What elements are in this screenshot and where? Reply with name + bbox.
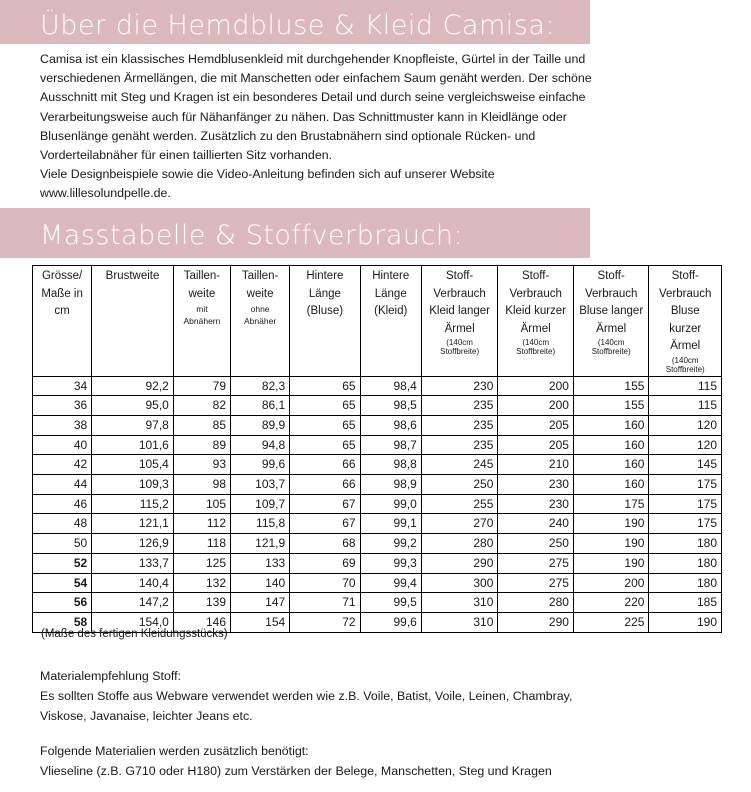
section-banner-about [0, 0, 590, 44]
value-cell: 99,4 [360, 573, 421, 593]
value-cell: 190 [573, 514, 649, 534]
value-cell: 180 [649, 534, 722, 554]
value-cell: 235 [421, 396, 498, 416]
value-cell: 147,2 [92, 593, 174, 613]
value-cell: 99,6 [360, 612, 421, 632]
value-cell: 109,3 [92, 475, 174, 495]
value-cell: 154,0 [92, 612, 174, 632]
col-header-back-length-dress: Hintere Länge (Kleid) [360, 266, 421, 377]
value-cell: 115,8 [231, 514, 290, 534]
col-header-fabric-dress-long: Stoff- Verbrauch Kleid langer Ärmel (140cm Stoffbreite) [421, 266, 498, 377]
value-cell: 245 [421, 455, 498, 475]
value-cell: 121,9 [231, 534, 290, 554]
value-cell: 175 [649, 475, 722, 495]
value-cell: 139 [173, 593, 230, 613]
size-cell: 46 [33, 494, 92, 514]
col-header-fabric-blouse-long: Stoff- Verbrauch Bluse langer Ärmel (140cm Stoffbreite) [573, 266, 649, 377]
table-header-row [33, 266, 722, 377]
col-header-fabric-dress-short: Stoff- Verbrauch Kleid kurzer Ärmel (140cm Stoffbreite) [498, 266, 574, 377]
value-cell: 240 [498, 514, 574, 534]
value-cell: 105 [173, 494, 230, 514]
table-row [33, 435, 722, 455]
intro-line: Verarbeitungsweise auch für Nähanfänger zu nähen. Das Schnittmuster kann in Kleidlänge oder [40, 109, 567, 124]
intro-line: Vorderteilabnäher für einen taillierten Sitz vorhanden. [40, 148, 333, 163]
value-cell: 103,7 [231, 475, 290, 495]
value-cell: 310 [421, 612, 498, 632]
value-cell: 66 [290, 455, 360, 475]
value-cell: 89 [173, 435, 230, 455]
col-header-fabric-blouse-short: Stoff- Verbrauch Bluse kurzer Ärmel (140cm Stoffbreite) [649, 266, 722, 377]
value-cell: 67 [290, 494, 360, 514]
value-cell: 250 [498, 534, 574, 554]
value-cell: 99,0 [360, 494, 421, 514]
table-footnote: (Maße des fertigen Kleidungsstücks) [41, 628, 228, 640]
value-cell: 82,3 [231, 376, 290, 396]
value-cell: 275 [498, 553, 574, 573]
material-heading: Materialempfehlung Stoff: [40, 669, 181, 683]
value-cell: 133,7 [92, 553, 174, 573]
value-cell: 112 [173, 514, 230, 534]
value-cell: 275 [498, 573, 574, 593]
table-row [33, 514, 722, 534]
value-cell: 65 [290, 435, 360, 455]
value-cell: 89,9 [231, 415, 290, 435]
value-cell: 200 [573, 573, 649, 593]
value-cell: 70 [290, 573, 360, 593]
value-cell: 65 [290, 396, 360, 416]
value-cell: 185 [649, 593, 722, 613]
value-cell: 115 [649, 396, 722, 416]
table-row [33, 376, 722, 396]
intro-line: Ausschnitt mit Steg und Kragen ist ein besonderes Detail und durch seine vergleichsweise einfache [40, 90, 586, 105]
value-cell: 65 [290, 415, 360, 435]
value-cell: 154 [231, 612, 290, 632]
value-cell: 235 [421, 415, 498, 435]
value-cell: 99,3 [360, 553, 421, 573]
value-cell: 250 [421, 475, 498, 495]
value-cell: 290 [421, 553, 498, 573]
value-cell: 160 [573, 455, 649, 475]
value-cell: 290 [498, 612, 574, 632]
table-row [33, 553, 722, 573]
material-text: Es sollten Stoffe aus Webware verwendet werden wie z.B. Voile, Batist, Voile, Leinen, Chambray, [40, 689, 573, 703]
value-cell: 300 [421, 573, 498, 593]
value-cell: 205 [498, 415, 574, 435]
size-cell: 54 [33, 573, 92, 593]
size-cell: 52 [33, 553, 92, 573]
size-table [32, 265, 722, 633]
value-cell: 66 [290, 475, 360, 495]
value-cell: 105,4 [92, 455, 174, 475]
value-cell: 86,1 [231, 396, 290, 416]
value-cell: 225 [573, 612, 649, 632]
value-cell: 160 [573, 415, 649, 435]
value-cell: 98,6 [360, 415, 421, 435]
value-cell: 190 [649, 612, 722, 632]
value-cell: 79 [173, 376, 230, 396]
value-cell: 133 [231, 553, 290, 573]
intro-line: Viele Designbeispiele sowie die Video-Anleitung befinden sich auf unserer Website [40, 167, 495, 182]
value-cell: 99,1 [360, 514, 421, 534]
value-cell: 145 [649, 455, 722, 475]
value-cell: 115 [649, 376, 722, 396]
value-cell: 200 [498, 376, 574, 396]
value-cell: 190 [573, 553, 649, 573]
value-cell: 82 [173, 396, 230, 416]
value-cell: 98 [173, 475, 230, 495]
size-cell: 36 [33, 396, 92, 416]
value-cell: 160 [573, 475, 649, 495]
size-cell: 42 [33, 455, 92, 475]
value-cell: 93 [173, 455, 230, 475]
value-cell: 69 [290, 553, 360, 573]
value-cell: 98,7 [360, 435, 421, 455]
intro-line: Blusenlänge genäht werden. Zusätzlich zu den Brustabnähern sind optionale Rücken- und [40, 128, 536, 143]
value-cell: 109,7 [231, 494, 290, 514]
value-cell: 99,6 [231, 455, 290, 475]
value-cell: 72 [290, 612, 360, 632]
value-cell: 155 [573, 376, 649, 396]
value-cell: 132 [173, 573, 230, 593]
value-cell: 125 [173, 553, 230, 573]
section-banner-size-table [0, 208, 590, 258]
value-cell: 255 [421, 494, 498, 514]
col-header-bust: Brustweite [92, 266, 174, 377]
value-cell: 67 [290, 514, 360, 534]
value-cell: 126,9 [92, 534, 174, 554]
supplies-text: Vlieseline (z.B. G710 oder H180) zum Verstärken der Belege, Manschetten, Steg und Kragen [40, 764, 552, 778]
value-cell: 230 [498, 494, 574, 514]
table-row [33, 593, 722, 613]
value-cell: 97,8 [92, 415, 174, 435]
value-cell: 120 [649, 415, 722, 435]
value-cell: 92,2 [92, 376, 174, 396]
table-row [33, 534, 722, 554]
value-cell: 180 [649, 573, 722, 593]
value-cell: 190 [573, 534, 649, 554]
intro-line: verschiedenen Ärmellängen, die mit Manschetten oder einfachem Saum genäht werden. Der schöne [40, 71, 592, 86]
section-title-size-table: Masstabelle & Stoffverbrauch: [40, 220, 464, 251]
value-cell: 68 [290, 534, 360, 554]
size-cell: 38 [33, 415, 92, 435]
value-cell: 270 [421, 514, 498, 534]
table-row [33, 475, 722, 495]
col-header-size: Grösse/ Maße in cm [33, 266, 92, 377]
value-cell: 71 [290, 593, 360, 613]
value-cell: 101,6 [92, 435, 174, 455]
value-cell: 98,9 [360, 475, 421, 495]
value-cell: 175 [649, 514, 722, 534]
col-header-back-length-blouse: Hintere Länge (Bluse) [290, 266, 360, 377]
value-cell: 220 [573, 593, 649, 613]
size-cell: 44 [33, 475, 92, 495]
value-cell: 120 [649, 435, 722, 455]
value-cell: 94,8 [231, 435, 290, 455]
material-text: Viskose, Javanaise, leichter Jeans etc. [40, 709, 253, 723]
value-cell: 235 [421, 435, 498, 455]
table-row [33, 573, 722, 593]
value-cell: 98,4 [360, 376, 421, 396]
table-row [33, 494, 722, 514]
value-cell: 175 [573, 494, 649, 514]
value-cell: 99,5 [360, 593, 421, 613]
value-cell: 121,1 [92, 514, 174, 534]
value-cell: 175 [649, 494, 722, 514]
value-cell: 98,8 [360, 455, 421, 475]
value-cell: 160 [573, 435, 649, 455]
value-cell: 210 [498, 455, 574, 475]
size-cell: 40 [33, 435, 92, 455]
value-cell: 180 [649, 553, 722, 573]
value-cell: 147 [231, 593, 290, 613]
value-cell: 140,4 [92, 573, 174, 593]
value-cell: 118 [173, 534, 230, 554]
value-cell: 200 [498, 396, 574, 416]
value-cell: 99,2 [360, 534, 421, 554]
value-cell: 65 [290, 376, 360, 396]
col-header-waist-without-darts: Taillen- weite ohne Abnäher [231, 266, 290, 377]
size-cell: 56 [33, 593, 92, 613]
value-cell: 115,2 [92, 494, 174, 514]
value-cell: 280 [421, 534, 498, 554]
supplies-heading: Folgende Materialien werden zusätzlich benötigt: [40, 744, 309, 758]
value-cell: 95,0 [92, 396, 174, 416]
col-header-waist-with-darts: Taillen- weite mit Abnähern [173, 266, 230, 377]
value-cell: 98,5 [360, 396, 421, 416]
size-cell: 50 [33, 534, 92, 554]
value-cell: 230 [421, 376, 498, 396]
table-row [33, 455, 722, 475]
value-cell: 205 [498, 435, 574, 455]
size-cell: 48 [33, 514, 92, 534]
value-cell: 155 [573, 396, 649, 416]
value-cell: 140 [231, 573, 290, 593]
intro-line: Camisa ist ein klassisches Hemdblusenkleid mit durchgehender Knopfleiste, Gürtel in der Taille und [40, 52, 586, 66]
value-cell: 230 [498, 475, 574, 495]
intro-text [40, 50, 720, 204]
value-cell: 310 [421, 593, 498, 613]
table-row [33, 415, 722, 435]
section-title-about: Über die Hemdbluse & Kleid Camisa: [40, 10, 555, 41]
intro-line: www.lillesolundpelle.de. [40, 186, 171, 201]
size-cell: 58 [33, 612, 92, 632]
value-cell: 280 [498, 593, 574, 613]
size-cell: 34 [33, 376, 92, 396]
value-cell: 85 [173, 415, 230, 435]
value-cell: 146 [173, 612, 230, 632]
table-row [33, 396, 722, 416]
